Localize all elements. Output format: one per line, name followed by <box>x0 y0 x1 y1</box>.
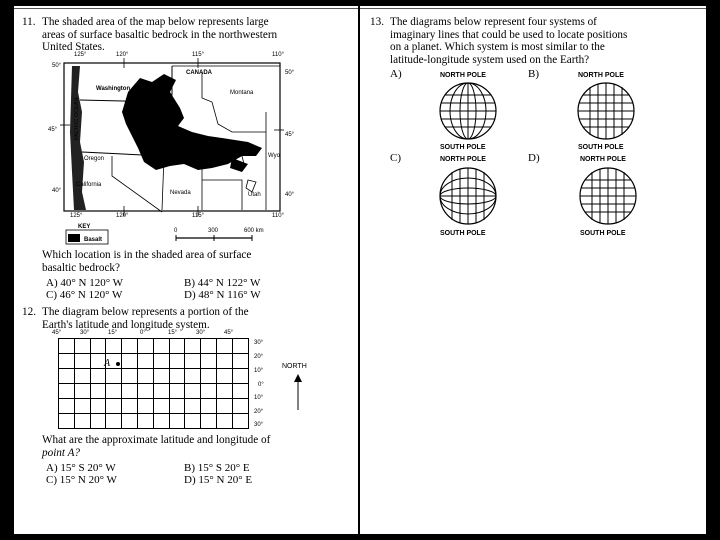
north-pole-label: NORTH POLE <box>440 72 486 79</box>
lon-label: 15° <box>168 330 178 336</box>
north-pole-label: NORTH POLE <box>580 156 626 163</box>
scale-label: 0 <box>174 228 178 234</box>
answer-option[interactable]: C) 46° N 120° W <box>46 289 123 301</box>
lon-label: 30° <box>80 330 90 336</box>
point-a-marker <box>116 362 120 366</box>
north-label: NORTH <box>282 363 307 370</box>
option-letter: A) <box>390 68 402 80</box>
lon-label: 30° <box>196 330 206 336</box>
lon-label: 110° <box>272 213 284 219</box>
question-11 <box>22 16 352 56</box>
question-text-line: The diagram below represents a portion of the <box>42 306 249 318</box>
place-label: Oregon <box>84 156 105 162</box>
coordinate-grid <box>58 338 249 429</box>
option-letter: D) <box>528 152 540 164</box>
question-text-line: basaltic bedrock? <box>42 261 120 274</box>
lat-label: 50° <box>52 63 62 69</box>
diagram-a[interactable] <box>390 68 530 158</box>
top-rule <box>14 8 706 9</box>
diagram-b[interactable] <box>528 68 668 158</box>
question-12 <box>22 306 352 332</box>
question-13 <box>370 16 700 68</box>
answer-option[interactable]: B) 44° N 122° W <box>184 277 261 289</box>
place-label: Utah <box>248 192 261 198</box>
south-pole-label: SOUTH POLE <box>578 144 624 151</box>
question-text-line: point A? <box>42 446 81 459</box>
lon-label: 110° <box>272 52 284 58</box>
question-12-options <box>46 462 346 488</box>
question-text-line: What are the approximate latitude and longitude of <box>42 434 271 446</box>
question-number: 12. <box>22 306 36 318</box>
place-label: PACIFIC OCEAN <box>74 97 80 140</box>
lat-label: 50° <box>285 70 295 76</box>
south-pole-label: SOUTH POLE <box>580 230 626 237</box>
place-label: Idaho <box>190 138 206 144</box>
lon-label: 45° <box>52 330 62 336</box>
answer-option[interactable]: A) 15° S 20° W <box>46 462 116 474</box>
question-text-line: The diagrams below represent four systems of <box>390 16 597 28</box>
question-text-line: United States. <box>42 41 105 54</box>
worksheet-page <box>14 6 706 534</box>
key-title: KEY <box>78 224 91 230</box>
lat-label: 10° <box>254 395 264 401</box>
south-pole-label: SOUTH POLE <box>440 230 486 237</box>
question-number: 11. <box>22 16 36 28</box>
south-pole-label: SOUTH POLE <box>440 144 486 151</box>
basalt-map <box>48 52 302 248</box>
lat-label: 30° <box>254 340 264 346</box>
north-pole-label: NORTH POLE <box>440 156 486 163</box>
question-text-line: imaginary lines that could be used to locate positions <box>390 28 628 41</box>
scale-label: 300 <box>208 228 219 234</box>
answer-option[interactable]: D) 48° N 116° W <box>184 289 261 301</box>
question-text-line: The shaded area of the map below represents large <box>42 16 269 28</box>
lon-label: 125° <box>70 213 83 219</box>
question-11-prompt <box>42 249 352 274</box>
lat-label: 30° <box>254 422 264 428</box>
question-text-line: on a planet. Which system is most similar to the <box>390 41 605 54</box>
column-divider <box>358 6 360 534</box>
lat-label: 10° <box>254 368 264 374</box>
lat-label: 0° <box>258 382 264 388</box>
place-label: CANADA <box>186 70 212 76</box>
diagram-d[interactable] <box>528 152 668 244</box>
lon-label: 15° <box>108 330 118 336</box>
lat-label: 45° <box>285 132 295 138</box>
lat-lon-grid-diagram <box>48 330 318 430</box>
lat-label: 20° <box>254 409 264 415</box>
lat-label: 20° <box>254 354 264 360</box>
lat-label: 40° <box>52 188 62 194</box>
answer-option[interactable]: B) 15° S 20° E <box>184 462 250 474</box>
answer-option[interactable]: D) 15° N 20° E <box>184 474 253 486</box>
lon-label: 0° <box>140 330 146 336</box>
option-letter: B) <box>528 68 539 80</box>
globe-curved-horizontal <box>438 166 498 226</box>
globe-straight-grid <box>576 81 636 141</box>
globe-meridians-curved <box>438 81 498 141</box>
question-text-line: Which location is in the shaded area of surface <box>42 249 252 261</box>
lon-label: 115° <box>192 52 204 58</box>
question-text-line: areas of surface basaltic bedrock in the northwestern <box>42 28 278 41</box>
scale-label: 600 km <box>244 228 264 234</box>
north-arrow-icon <box>292 372 304 412</box>
lon-label: 120° <box>116 52 129 58</box>
place-label: California <box>76 182 102 188</box>
place-label: Washington <box>96 86 131 92</box>
question-number: 13. <box>370 16 384 28</box>
place-label: Wyo <box>268 153 280 159</box>
place-label: Montana <box>230 90 254 96</box>
lon-label: 45° <box>224 330 234 336</box>
map-graphic <box>52 52 302 248</box>
lon-label: 125° <box>74 52 87 58</box>
diagram-c[interactable] <box>390 152 530 244</box>
question-text-line: Earth's latitude and longitude system. <box>42 318 210 331</box>
lat-label: 45° <box>48 127 58 133</box>
north-pole-label: NORTH POLE <box>578 72 624 79</box>
lon-label: 120° <box>116 213 129 219</box>
answer-option[interactable]: A) 40° N 120° W <box>46 277 124 289</box>
globe-straight-grid-alt <box>578 166 638 226</box>
option-letter: C) <box>390 152 401 164</box>
question-12-prompt <box>42 434 352 459</box>
question-text-line: latitude-longitude system used on the Earth? <box>390 53 590 66</box>
lat-label: 40° <box>285 192 295 198</box>
key-item: Basalt <box>84 237 103 243</box>
point-a-label: A <box>104 358 111 369</box>
lon-label: 115° <box>192 213 204 219</box>
answer-option[interactable]: C) 15° N 20° W <box>46 474 117 486</box>
place-label: Nevada <box>170 190 191 196</box>
question-11-options <box>46 277 346 303</box>
